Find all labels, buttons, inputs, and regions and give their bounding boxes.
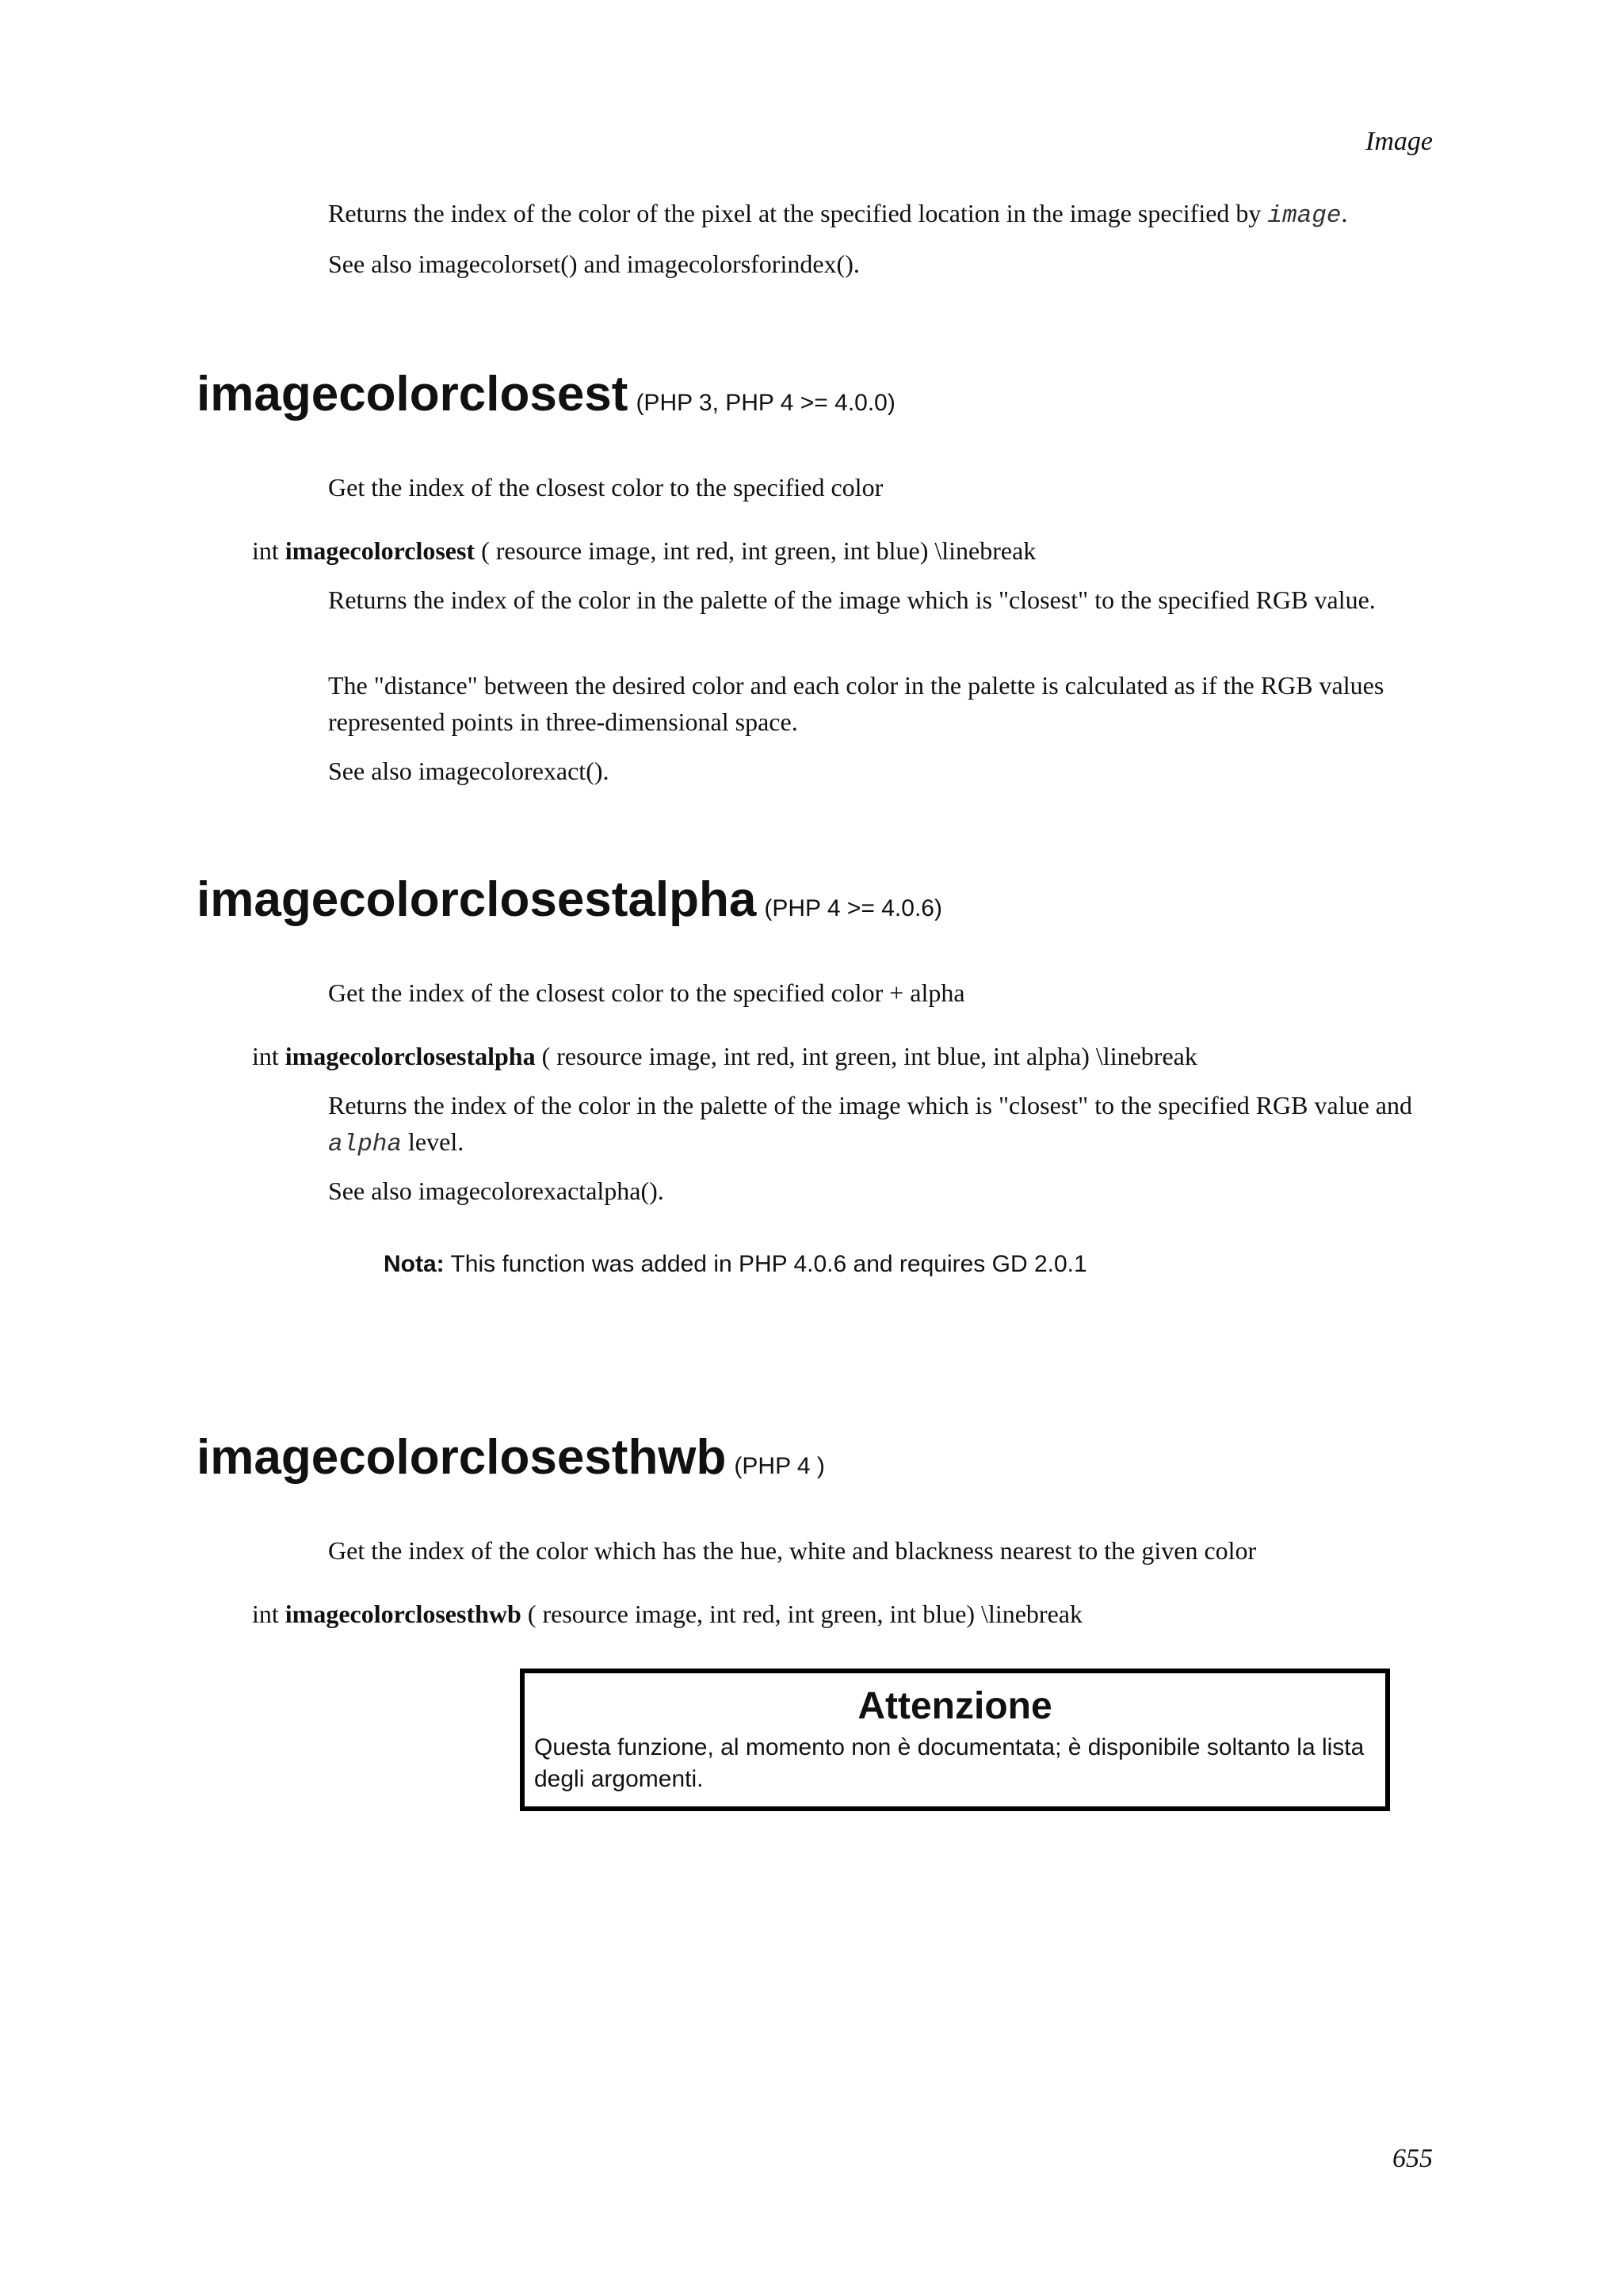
description-text: Returns the index of the color in the palette of the image which is "closest" to the specified RGB value and xyxy=(328,1091,1412,1119)
function-see-also: See also imagecolorexactalpha(). xyxy=(328,1177,664,1205)
function-description-distance: The "distance" between the desired color and each color in the palette is calculated as if the RGB values represented points in three-dimensional space. xyxy=(328,671,1384,736)
synopsis-type: int xyxy=(252,1042,279,1070)
warning-text: Questa funzione, al momento non è documentata; è disponibile soltanto la lista degli argomenti. xyxy=(534,1734,1365,1792)
function-heading-imagecolorclosestalpha xyxy=(197,870,942,939)
function-description: Returns the index of the color in the palette of the image which is "closest" to the specified RGB value. xyxy=(328,585,1376,614)
warning-title: Attenzione xyxy=(857,1685,1052,1727)
function-version: (PHP 4 >= 4.0.6) xyxy=(764,895,942,921)
function-name: imagecolorclosest xyxy=(197,367,628,421)
note-label: Nota: xyxy=(384,1251,445,1277)
description-text-end: level. xyxy=(408,1127,464,1156)
synopsis-args: ( resource image, int red, int green, int blue) \linebreak xyxy=(481,536,1037,565)
warning-box xyxy=(520,1669,1390,1811)
synopsis-type: int xyxy=(252,1600,279,1628)
function-synopsis xyxy=(252,532,1036,569)
intro-returns-end: . xyxy=(1341,199,1348,227)
synopsis-type: int xyxy=(252,536,279,565)
function-name: imagecolorclosesthwb xyxy=(197,1430,727,1485)
intro-returns xyxy=(328,195,1438,235)
synopsis-name: imagecolorclosesthwb xyxy=(285,1600,521,1628)
synopsis-args: ( resource image, int red, int green, int blue, int alpha) \linebreak xyxy=(541,1042,1197,1070)
function-synopsis xyxy=(252,1596,1083,1632)
function-version: (PHP 4 ) xyxy=(734,1453,825,1479)
function-name: imagecolorclosestalpha xyxy=(197,872,757,927)
intro-returns-text: Returns the index of the color of the pixel at the specified location in the image specified by xyxy=(328,199,1262,227)
function-heading-imagecolorclosest xyxy=(197,364,896,433)
intro-param-image: image xyxy=(1267,202,1342,230)
synopsis-name: imagecolorclosestalpha xyxy=(285,1042,536,1070)
function-purpose: Get the index of the closest color to the specified color + alpha xyxy=(328,978,965,1007)
function-description xyxy=(328,1087,1438,1163)
note-text: This function was added in PHP 4.0.6 and requires GD 2.0.1 xyxy=(450,1251,1087,1277)
description-param-alpha: alpha xyxy=(328,1131,403,1158)
note xyxy=(384,1249,1087,1280)
function-purpose: Get the index of the closest color to the specified color xyxy=(328,473,884,502)
synopsis-args: ( resource image, int red, int green, int blue) \linebreak xyxy=(527,1600,1083,1628)
function-heading-imagecolorclosesthwb xyxy=(197,1428,825,1497)
function-synopsis xyxy=(252,1038,1197,1074)
page-number: 655 xyxy=(1392,2144,1433,2173)
running-header: Image xyxy=(1365,127,1433,156)
intro-see-also: See also imagecolorset() and imagecolorsforindex(). xyxy=(328,250,860,278)
function-see-also: See also imagecolorexact(). xyxy=(328,757,609,785)
synopsis-name: imagecolorclosest xyxy=(285,536,475,565)
function-version: (PHP 3, PHP 4 >= 4.0.0) xyxy=(636,390,896,416)
function-purpose: Get the index of the color which has the hue, white and blackness nearest to the given color xyxy=(328,1536,1257,1565)
